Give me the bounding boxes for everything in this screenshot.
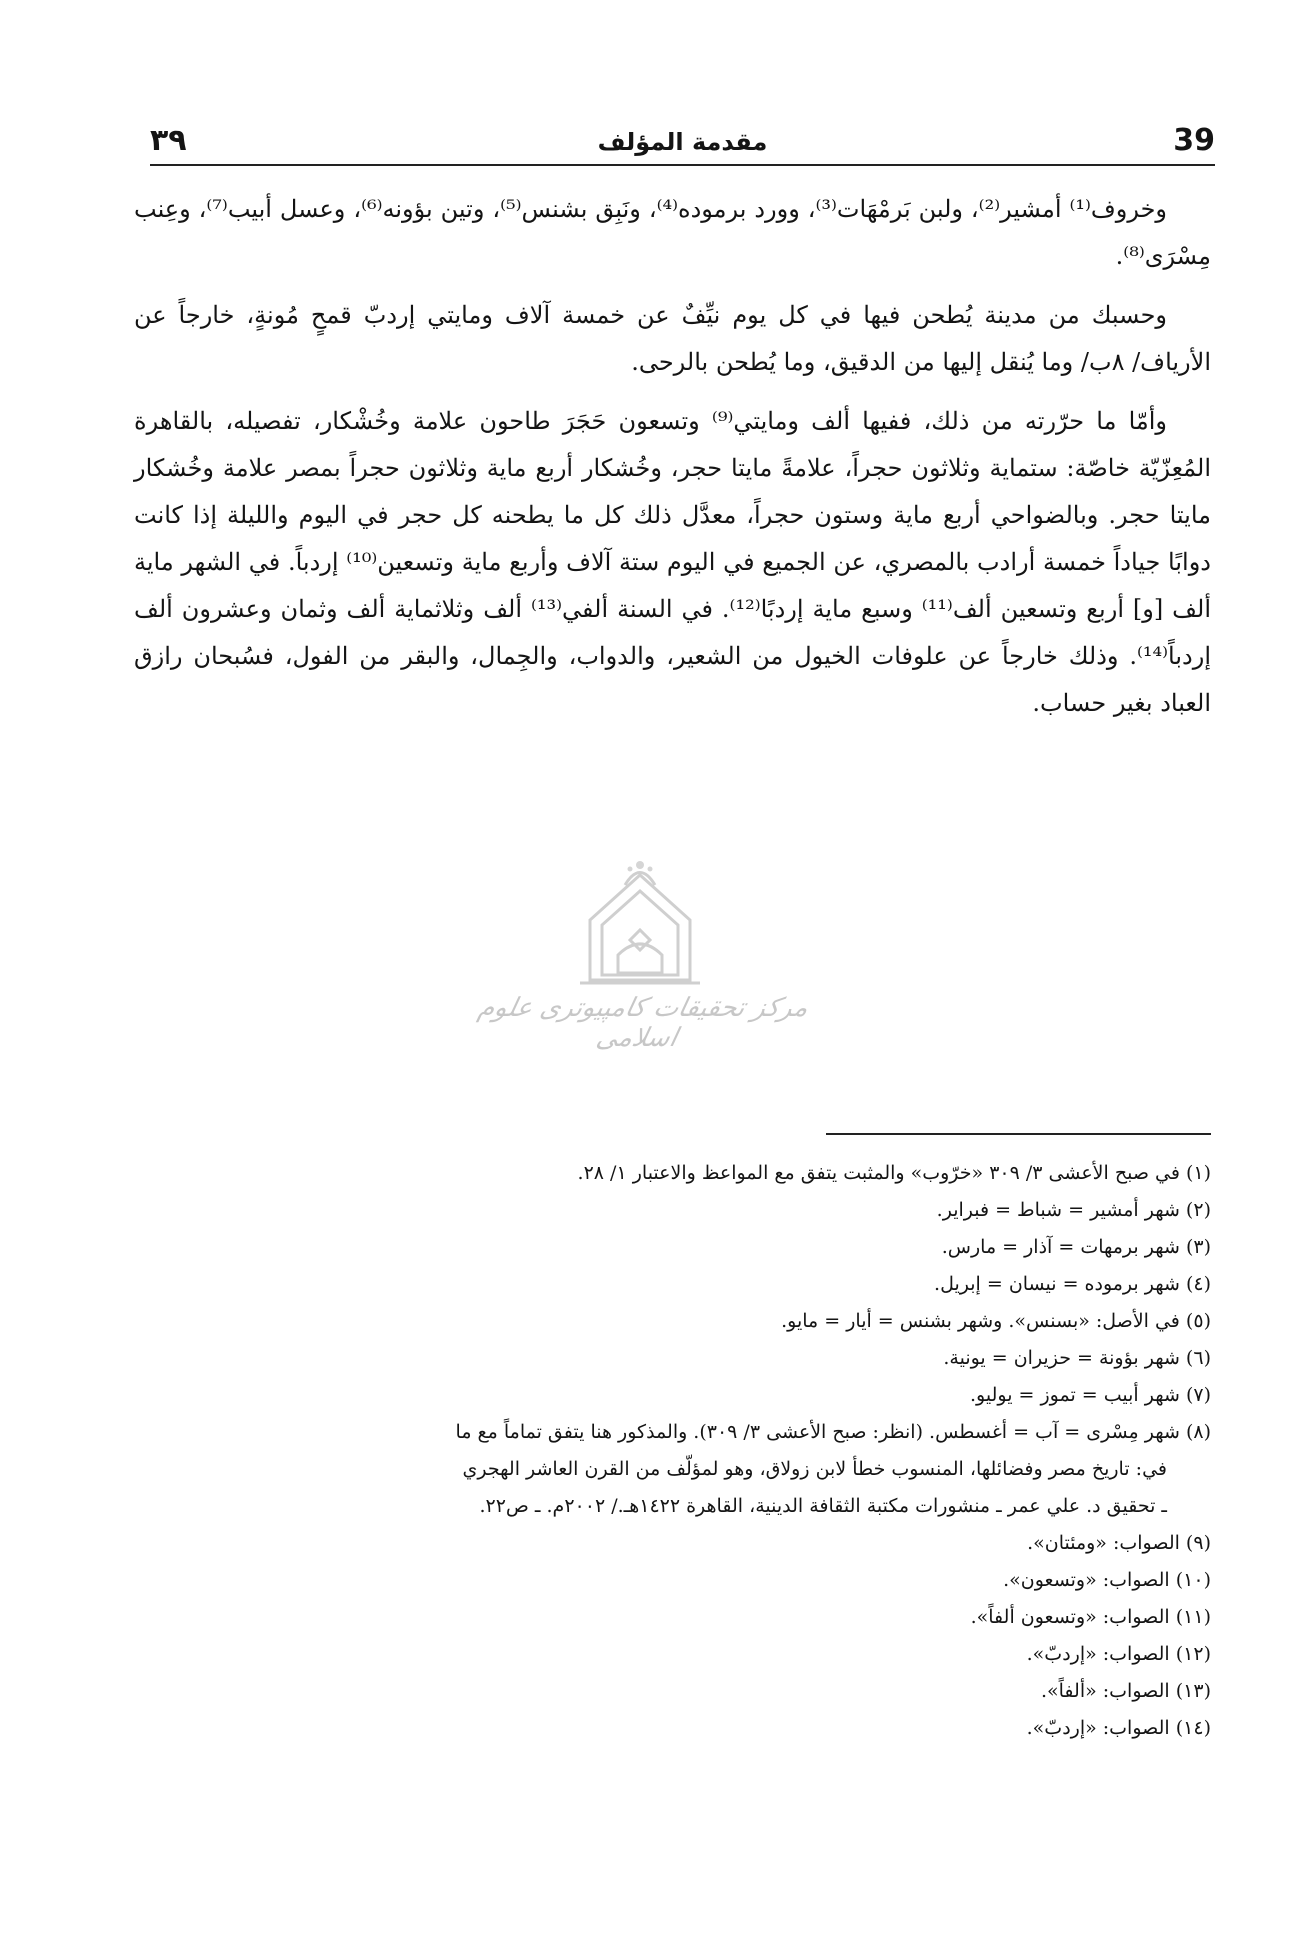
footnote-separator: [826, 1133, 1211, 1135]
footnote-8-line-3: ـ تحقيق د. علي عمر ـ منشورات مكتبة الثقافة الدينية، القاهرة ١٤٢٢هـ./ ٢٠٠٢م. ـ ص٢٢.: [479, 1495, 1167, 1517]
footnote-1: (١) في صبح الأعشى ٣/ ٣٠٩ «خرّوب» والمثبت يتفق مع المواعظ والاعتبار ١/ ٢٨.: [577, 1162, 1211, 1184]
footnote-10: (١٠) الصواب: «وتسعون».: [1003, 1569, 1211, 1591]
paragraph-1: وخروف⁽¹⁾ أمشير⁽²⁾، ولبن بَرمْهَات⁽³⁾، وورد برموده⁽⁴⁾، ونَبِق بشنس⁽⁵⁾، وتين بؤونه⁽⁶⁾، وعسل أبيب⁽⁷⁾، وعِنب مِسْرَى⁽⁸⁾.: [134, 195, 1211, 270]
footnote-8-line-2: في: تاريخ مصر وفضائلها، المنسوب خطأ لابن زولاق، وهو لمؤلّف من القرن العاشر الهجري: [462, 1458, 1167, 1480]
paragraph-2: وحسبك من مدينة يُطحن فيها في كل يوم نيِّفٌ عن خمسة آلاف ومايتي إردبّ قمحٍ مُونةٍ، خارجاً عن الأرياف/ ٨ب/ وما يُنقل إليها من الدقيق، وما يُطحن بالرحى.: [134, 301, 1211, 376]
main-text: [134, 186, 1211, 739]
running-title: مقدمة المؤلف: [597, 128, 768, 156]
footnote-9: (٩) الصواب: «ومئتان».: [1027, 1532, 1211, 1554]
watermark-emblem-icon: [440, 845, 840, 995]
footnote-13: (١٣) الصواب: «ألفاً».: [1040, 1680, 1211, 1702]
footnote-7: (٧) شهر أبيب = تموز = يوليو.: [970, 1384, 1211, 1406]
footnote-8: [134, 1414, 1211, 1525]
footnote-14: (١٤) الصواب: «إردبّ».: [1026, 1717, 1211, 1739]
footnote-11: (١١) الصواب: «وتسعون ألفاً».: [970, 1606, 1211, 1628]
page-number-latin: 39: [1173, 123, 1215, 158]
footnotes: [134, 1155, 1211, 1747]
footnote-6: (٦) شهر بؤونة = حزيران = يونية.: [943, 1347, 1211, 1369]
footnote-2: (٢) شهر أمشير = شباط = فبراير.: [936, 1199, 1211, 1221]
footnote-8-line-1: (٨) شهر مِسْرى = آب = أغسطس. (انظر: صبح الأعشى ٣/ ٣٠٩). والمذكور هنا يتفق تماماً مع ما: [455, 1421, 1211, 1443]
footnote-4: (٤) شهر برموده = نيسان = إبريل.: [934, 1273, 1211, 1295]
watermark-text: مرکز تحقیقات کامپیوتری علوم اسلامی: [475, 993, 812, 1053]
page-number-arabic: ٣٩: [150, 123, 187, 158]
footnote-3: (٣) شهر برمهات = آذار = مارس.: [941, 1236, 1211, 1258]
footnote-5: (٥) في الأصل: «بسنس». وشهر بشنس = أيار = مايو.: [781, 1310, 1211, 1332]
footnote-12: (١٢) الصواب: «إردبّ».: [1026, 1643, 1211, 1665]
paragraph-3: وأمّا ما حرّرته من ذلك، ففيها ألف ومايتي⁽⁹⁾ وتسعون حَجَرَ طاحون علامة وخُشْكار، تفصيله، بالقاهرة المُعِزّيّة خاصّة: ستماية وثلاثون حجراً، علامةً مايتا حجر، وخُشكار أربع ماية وثلاثون حجراً بمصر علامة وخُشكار مايتا حجر. وبالضواحي أربع ماية وستون حجراً، معدَّل ذلك كل ما يطحنه كل حجر في اليوم والليلة إذا كانت دوابًا جياداً خمسة أرادب بالمصري، عن الجميع في اليوم ستة آلاف وأربع ماية وتسعين⁽¹⁰⁾ إردباً. في الشهر ماية ألف [و] أربع وتسعين ألف⁽¹¹⁾ وسبع ماية إردبًا⁽¹²⁾. في السنة ألفي⁽¹³⁾ ألف وثلاثماية ألف وثمان وعشرون ألف إردباً⁽¹⁴⁾. وذلك خارجاً عن علوفات الخيول من الشعير، والدواب، والجِمال، والبقر من الفول، فسُبحان رازق العباد بغير حساب.: [134, 407, 1212, 717]
watermark-logo: [440, 845, 840, 1053]
page-header: [150, 112, 1215, 166]
